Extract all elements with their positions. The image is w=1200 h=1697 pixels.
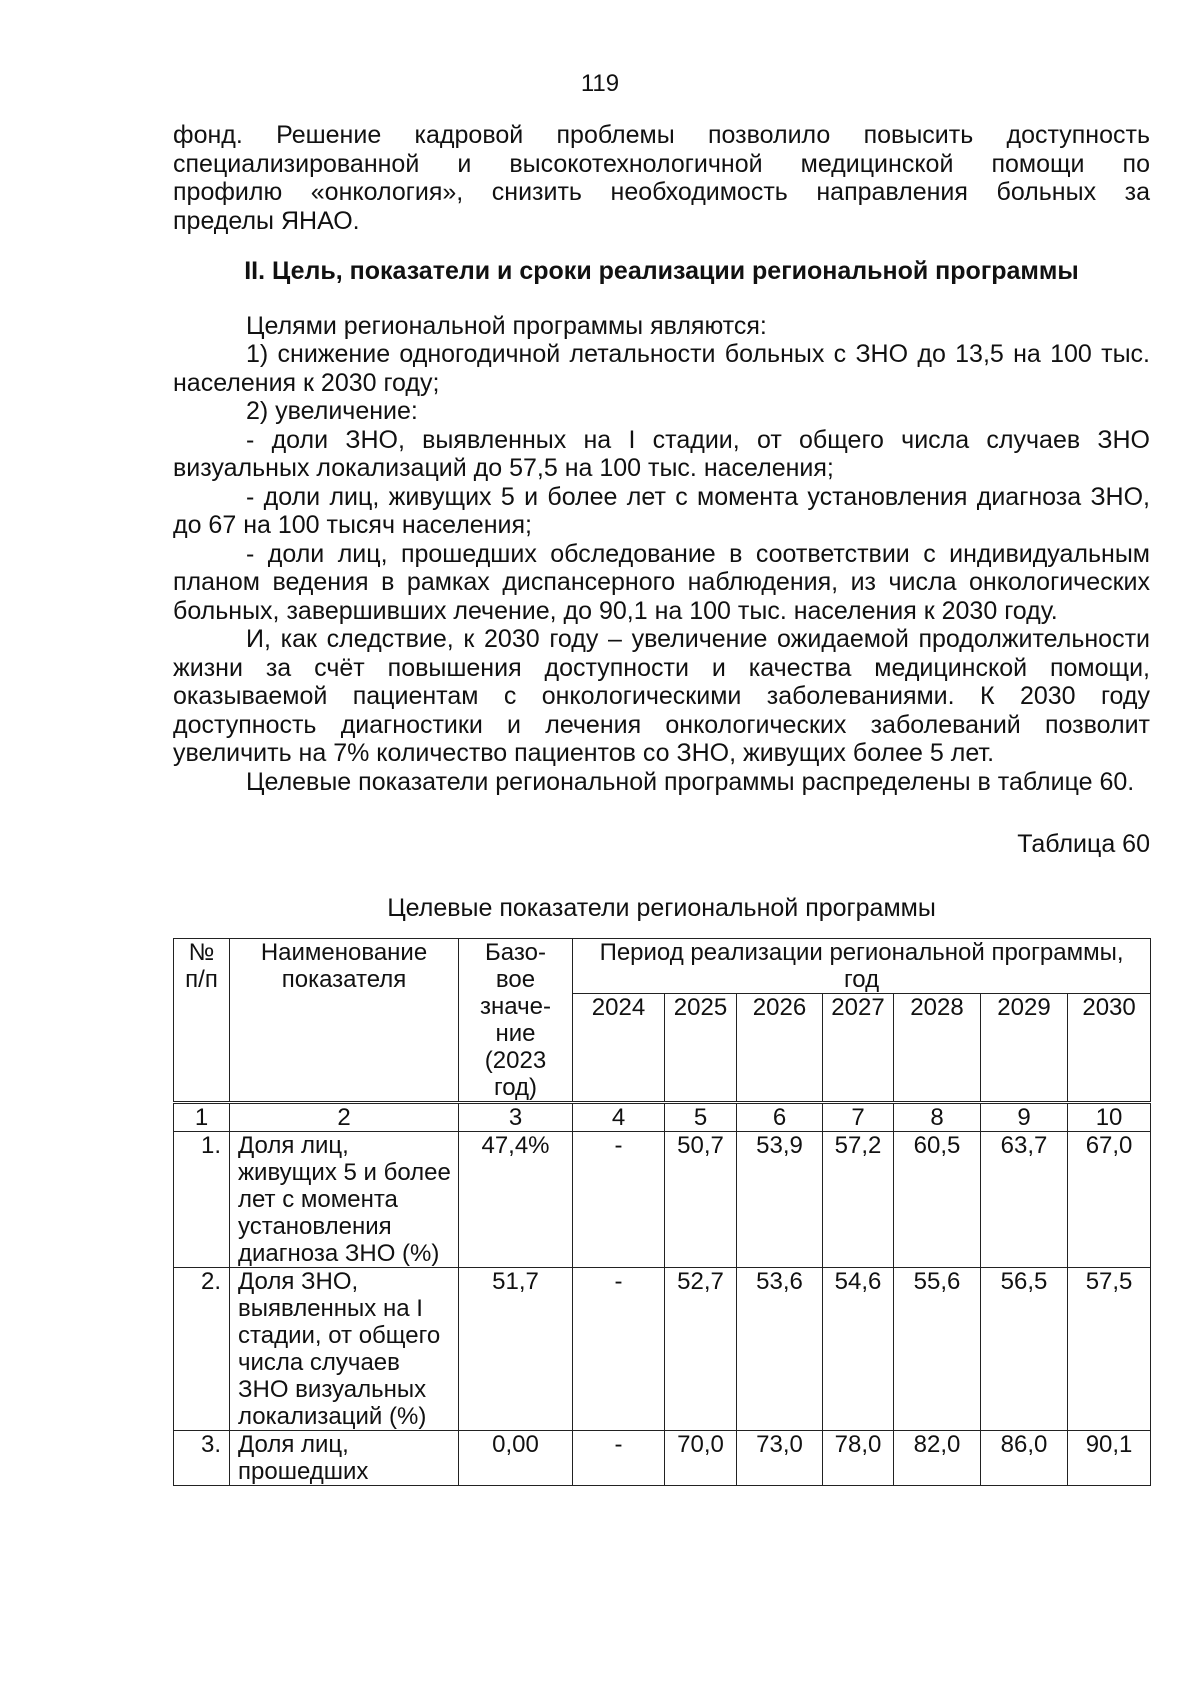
table-header-row: [174, 939, 1151, 994]
year-cell: 2029: [981, 994, 1068, 1103]
column-number: 4: [573, 1103, 665, 1132]
row-name: Доля ЗНО, выявленных на I стадии, от общего числа случаев ЗНО визуальных локализаций (%): [230, 1268, 459, 1431]
intro-line: пределы ЯНАО.: [173, 206, 360, 235]
row-value: 53,6: [737, 1268, 823, 1431]
column-number: 5: [665, 1103, 737, 1132]
paragraph: 1) снижение одногодичной летальности больных с ЗНО до 13,5 на 100 тыс. населения к 2030 году;: [173, 340, 1150, 397]
row-value: 90,1: [1068, 1431, 1151, 1486]
row-value: 57,2: [823, 1132, 894, 1268]
table-caption: Целевые показатели региональной программы: [387, 893, 936, 922]
row-value: 60,5: [894, 1132, 981, 1268]
paragraph: - доли лиц, живущих 5 и более лет с момента установления диагноза ЗНО, до 67 на 100 тысяч населения;: [173, 482, 1150, 539]
row-num: 3.: [174, 1431, 230, 1486]
year-cell: 2026: [737, 994, 823, 1103]
row-value: 70,0: [665, 1431, 737, 1486]
row-value: -: [573, 1132, 665, 1268]
row-value: 82,0: [894, 1431, 981, 1486]
row-value: 53,9: [737, 1132, 823, 1268]
row-value: 50,7: [665, 1132, 737, 1268]
column-number: 9: [981, 1103, 1068, 1132]
row-value: -: [573, 1268, 665, 1431]
column-number: 7: [823, 1103, 894, 1132]
intro-line: фонд. Решение кадровой проблемы позволило повысить доступность: [173, 121, 1150, 149]
row-value: 86,0: [981, 1431, 1068, 1486]
row-num: 1.: [174, 1132, 230, 1268]
column-number-row: [174, 1103, 1151, 1132]
paragraph: - доли лиц, прошедших обследование в соответствии с индивидуальным планом ведения в рамках диспансерного наблюдения, из числа онкологических больных, завершивших лечение, до 90,1 на 100 тыс. населения к 2030 году.: [173, 539, 1150, 625]
header-base: Базо-вое значе-ние (2023 год): [459, 939, 573, 1103]
row-value: 56,5: [981, 1268, 1068, 1431]
header-name: Наименование показателя: [230, 939, 459, 1103]
column-number: 3: [459, 1103, 573, 1132]
column-number: 6: [737, 1103, 823, 1132]
table-row: [174, 1132, 1151, 1268]
row-value: -: [573, 1431, 665, 1486]
intro-line: специализированной и высокотехнологичной медицинской помощи по: [173, 149, 1150, 178]
row-value: 73,0: [737, 1431, 823, 1486]
row-value: 54,6: [823, 1268, 894, 1431]
row-value: 55,6: [894, 1268, 981, 1431]
intro-paragraph: [173, 121, 1150, 235]
row-value: 67,0: [1068, 1132, 1151, 1268]
row-base: 0,00: [459, 1431, 573, 1486]
column-number: 10: [1068, 1103, 1151, 1132]
paragraph: Целевые показатели региональной программы распределены в таблице 60.: [246, 767, 1135, 796]
paragraph: 2) увеличение:: [246, 397, 418, 425]
row-value: 78,0: [823, 1431, 894, 1486]
row-name: Доля лиц, прошедших: [230, 1431, 459, 1486]
header-num: № п/п: [174, 939, 230, 1103]
column-number: 8: [894, 1103, 981, 1132]
year-cell: 2025: [665, 994, 737, 1103]
paragraph: И, как следствие, к 2030 году – увеличение ожидаемой продолжительности жизни за счёт повышения доступности и качества медицинской помощи, оказываемой пациентам с онкологическими заболеваниями. К 2030 году доступность диагностики и лечения онкологических заболеваний позволит увеличить на 7% количество пациентов со ЗНО, живущих более 5 лет.: [173, 625, 1150, 767]
table-label: Таблица 60: [1017, 830, 1150, 858]
paragraph: Целями региональной программы являются:: [246, 311, 767, 340]
page-number: 119: [580, 70, 620, 97]
intro-line: профилю «онкология», снизить необходимость направления больных за: [173, 178, 1150, 206]
column-number: 1: [174, 1103, 230, 1132]
year-cell: 2024: [573, 994, 665, 1103]
row-base: 47,4%: [459, 1132, 573, 1268]
document-body: [173, 121, 1150, 1486]
header-period: Период реализации региональной программы, год: [573, 939, 1151, 994]
row-value: 63,7: [981, 1132, 1068, 1268]
table-row: [174, 1431, 1151, 1486]
row-value: 52,7: [665, 1268, 737, 1431]
goals-text: [173, 312, 1150, 797]
column-number: 2: [230, 1103, 459, 1132]
table-row: [174, 1268, 1151, 1431]
row-name: Доля лиц, живущих 5 и более лет с момента установления диагноза ЗНО (%): [230, 1132, 459, 1268]
row-value: 57,5: [1068, 1268, 1151, 1431]
section-heading: II. Цель, показатели и сроки реализации региональной программы: [244, 257, 1079, 285]
year-cell: 2028: [894, 994, 981, 1103]
year-cell: 2027: [823, 994, 894, 1103]
paragraph: - доли ЗНО, выявленных на I стадии, от общего числа случаев ЗНО визуальных локализаций до 57,5 на 100 тыс. населения;: [173, 425, 1150, 482]
year-cell: 2030: [1068, 994, 1151, 1103]
row-num: 2.: [174, 1268, 230, 1431]
row-base: 51,7: [459, 1268, 573, 1431]
indicators-table: [173, 938, 1151, 1486]
